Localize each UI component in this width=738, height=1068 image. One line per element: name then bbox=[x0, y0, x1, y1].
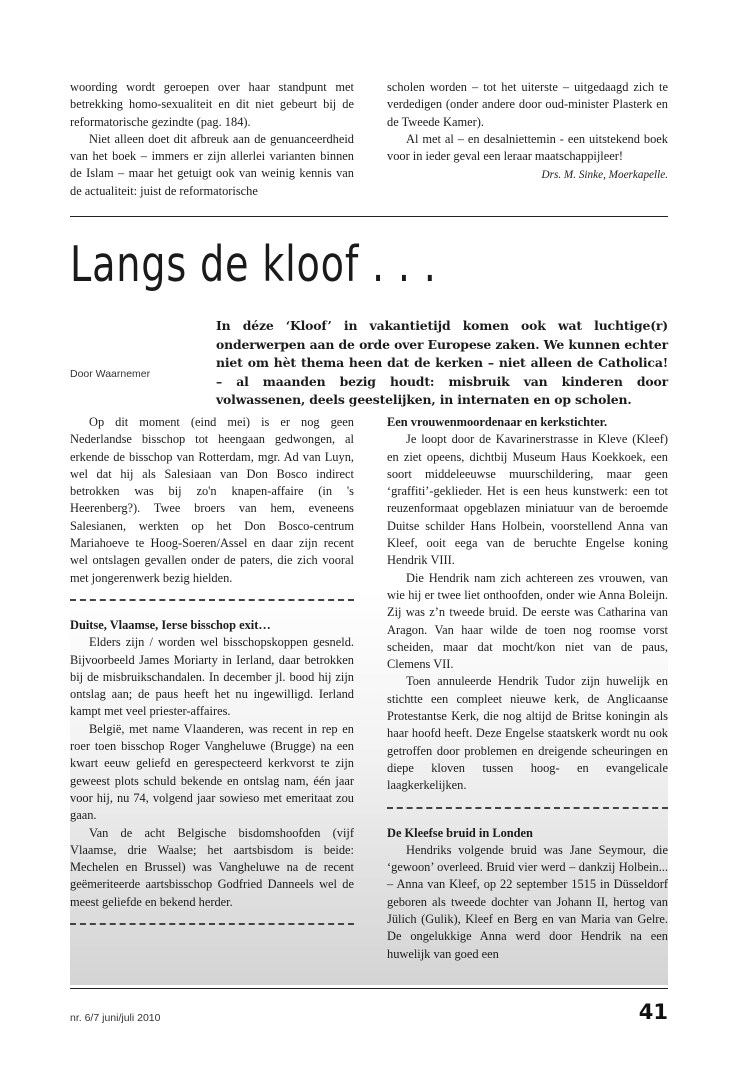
left-column bbox=[70, 414, 354, 941]
section-heading: De Kleefse bruid in Londen bbox=[387, 825, 533, 840]
dashed-divider bbox=[70, 599, 354, 601]
paragraph: Elders zijn / worden wel bisschopskoppen gesneld. Bijvoorbeeld James Moriarty in Ierland, daar betrokken bij de misbruikschandalen. In december jl. bood hij zijn ontslag aan; de paus heeft het nu ingewilligd. Ierland kampt met veel priester-affaires. bbox=[70, 635, 354, 719]
article-title: Langs de kloof . . . bbox=[70, 236, 437, 293]
paragraph: scholen worden – tot het uiterste – uitgedaagd zich te verdedigen (onder andere door oud-minister Plasterk en de Tweede Kamer). bbox=[387, 80, 668, 129]
review-signature: Drs. M. Sinke, Moerkapelle. bbox=[541, 169, 668, 182]
paragraph: Toen annuleerde Hendrik Tudor zijn huwelijk en stichtte een compleet nieuwe kerk, de Anglicaanse Protestantse Kerk, die nog altijd de Britse koningin als haar hoofd heeft. Deze Engelse staatskerk wordt nu ook getroffen door problemen en dreigende scheuringen en diepe kloven tussen hoog- en evangelicale laagkerkelijken. bbox=[387, 674, 668, 793]
paragraph: woording wordt geroepen over haar standpunt met betrekking homo-sexualiteit en dit niet gebeurt bij de reformatorische gezindte (pag. 184). bbox=[70, 80, 354, 129]
top-left-column bbox=[70, 79, 354, 200]
paragraph: Op dit moment (eind mei) is er nog geen Nederlandse bisschop tot heengaan gedwongen, al erkende de bisschop van Rotterdam, mgr. Ad van Luyn, wel dat hij als Salesiaan van Don Bosco indirect betrokken was bij zo'n knapen-affaire (in 's Heerenberg?). Twee broers van hem, eveneens Salesianen, werkten op het Don Bosco-centrum Mariahoeve te Hoog-Soeren/Assel en daar zijn recent wel ontslagen gevallen onder de paters, die zich vooral met jongerenwerk bezig hielden. bbox=[70, 415, 354, 585]
section-heading: Een vrouwenmoordenaar en kerkstichter. bbox=[387, 415, 608, 429]
dashed-divider bbox=[70, 923, 354, 925]
article-intro: In déze ‘Kloof’ in vakantietijd komen ook wat luchtige(r) onderwerpen aan de orde over Europese zaken. We kunnen echter niet om hèt thema heen dat de kerken – niet alleen de Catholica! – al maanden bezig houdt: misbruik van kinderen door volwassenen, deels geestelijken, in internaten en op scholen. bbox=[216, 318, 668, 408]
paragraph: Niet alleen doet dit afbreuk aan de genuanceerdheid van het boek – immers er zijn allerlei varianten binnen de Islam – maar het getuigt ook van weinig kennis van de actualiteit: juist de reformatorische bbox=[70, 131, 354, 198]
section-divider bbox=[70, 216, 668, 217]
paragraph: Al met al – en desalniettemin - een uitstekend boek voor in ieder geval een leraar maatschappijleer! bbox=[387, 131, 668, 164]
paragraph: België, met name Vlaanderen, was recent in rep en roer toen bisschop Roger Vangheluwe (Brugge) na een kwart eeuw geliefd en gerespecteerd kerkvorst te zijn geweest plots schuld bekende en ontslag nam, één jaar voor hij, nu 74, volgend jaar sowieso met emeritaat zou gaan. bbox=[70, 721, 354, 823]
section-heading: Duitse, Vlaamse, Ierse bisschop exit… bbox=[70, 617, 271, 632]
paragraph: Hendriks volgende bruid was Jane Seymour, die ‘gewoon’ overleed. Bruid vier werd – dankzij Holbein... – Anna van Kleef, op 22 september 1515 in Düsseldorf geboren als tweede dochter van Johann II, hertog van Jülich (Gulik), Kleef en Berg en van Maria van Gelre. De ongelukkige Anna werd door Hendrik na een huwelijk van goed een bbox=[387, 842, 668, 961]
issue-label: nr. 6/7 juni/juli 2010 bbox=[70, 1012, 161, 1024]
page-number: 41 bbox=[638, 1000, 668, 1024]
paragraph: Van de acht Belgische bisdomshoofden (vijf Vlaamse, drie Waalse; het aartsbisdom is beide: Mechelen en Brussel) was Vangheluwe na de recent geëmeriteerde aartsbisschop Godfried Danneels wel de meest geliefde en bekend herder. bbox=[70, 825, 354, 909]
byline: Door Waarnemer bbox=[70, 368, 151, 380]
dashed-divider bbox=[387, 807, 668, 809]
footer-divider bbox=[70, 988, 668, 989]
paragraph: Je loopt door de Kavarinerstrasse in Kleve (Kleef) en ziet opeens, dichtbij Museum Haus Koekkoek, een soort middeleeuwse muurschildering, maar geen ‘graffiti’-geklieder. Het is een heus kunstwerk: een tot reuzenformaat opgeblazen miniatuur van de beroemde Duitse schilder Hans Holbein, voorstellend Anna van Kleef, ooit eega van de beruchte Engelse koning Hendrik VIII. bbox=[387, 432, 668, 568]
right-column bbox=[387, 414, 668, 963]
paragraph: Die Hendrik nam zich achtereen zes vrouwen, van wie hij er twee liet onthoofden, onder wie Anna Boleijn. Zij was z’n tweede bruid. De eerste was Catharina van Aragon. Van haar wilde de toen nog roomse vorst scheiden, maar dat mocht/kon niet van de paus, Clemens VII. bbox=[387, 570, 668, 672]
top-right-column bbox=[387, 79, 668, 185]
